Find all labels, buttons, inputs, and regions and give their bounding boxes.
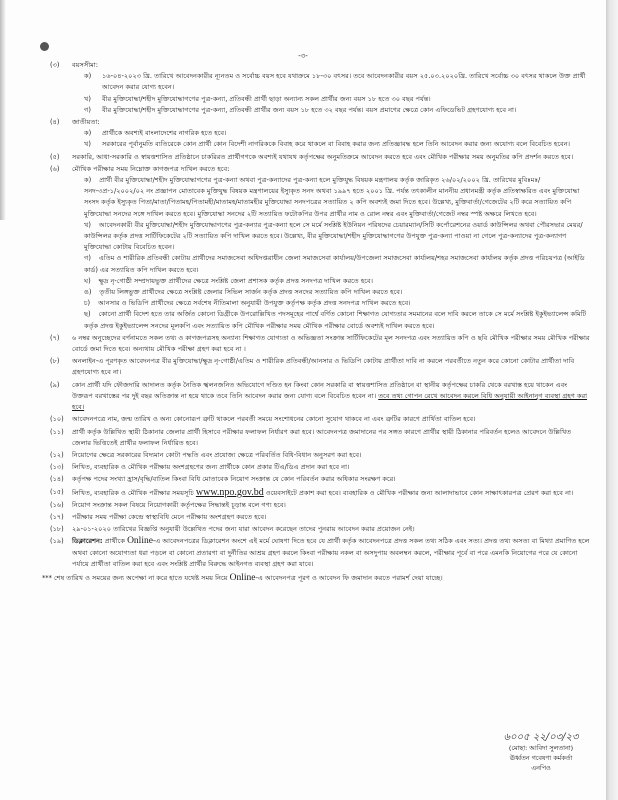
section-text: -এ আবেদনপত্রের ডিক্লারেশন অংশে এই মর্মে ঘোষণা দিতে হবে যে প্রার্থী কর্তৃক আবেদনপত্রে প্রদত্ত সকল তথ্য সঠিক এবং সত্য। প্রদত্ত তথ্য অসত্য বা মিথ্যা প্রমাণিত হলে অথবা কোনো অযোগ্যতা ধরা পড়লে বা কোনো প্রতারণা বা দুর্নীতির আশ্রয় গ্রহণ করলে কিংবা পরীক্ষায় নকল বা অসদুপায় অবলম্বন করলে, পরীক্ষার পূর্বে বা পরে এমনকি নিয়োগের পরে যে কোনো পর্যায়ে প্রার্থীতা বাতিল করা হবে এবং সংশ্লিষ্ট প্রার্থীর বিরুদ্ধে আইনগত ব্যবস্থা গ্রহণ করা যাবে। bbox=[72, 537, 590, 568]
section-title: মৌখিক পরীক্ষার সময় নিম্নোক্ত কাগজপত্র দাখিল করতে হবে: bbox=[72, 164, 230, 173]
item-text: আবেদনকারী বীর মুক্তিযোদ্ধা/শহীদ মুক্তিযোদ্ধাগণের পুত্র-কন্যার পুত্র-কন্যা হলে সে মর্মে সংশ্লিষ্ট ইউনিয়ন পরিষদের চেয়ারম্যান/সিটি কর্পোরেশনের ওয়ার্ড কাউন্সিলর অথবা পৌরসভার মেয়র/কাউন্সিলর কর্তৃক প্রদত্ত সার্টিফিকেটের ২টি সত্যায়িত কপি দাখিল করতে হবে। উল্লেখ্য, বীর মুক্তিযোদ্ধা/শহীদ মুক্তিযোদ্ধাগণের উপযুক্ত পুত্র-কন্যা পাওয়া না গেলে পুত্র-কন্যাদের পুত্র-কন্যাগণ মুক্তিযোদ্ধা কোটায় বিবেচিত হবেন। bbox=[84, 220, 583, 252]
section-number: (৩) bbox=[50, 61, 60, 69]
section-number: (১১) bbox=[50, 427, 64, 436]
footnote-text: শেষ তারিখ ও সময়ের জন্য অপেক্ষা না করে হাতে যথেষ্ট সময় নিয়ে bbox=[54, 573, 228, 582]
section-text: ২৯-০১-২০২০ তারিখের বিজ্ঞপ্তি অনুযায়ী উল্লেখিত পদের জন্য যারা আবেদন করেছেন তাদের পুনরায় আবেদন করার প্রয়োজন নেই। bbox=[72, 525, 415, 534]
item-number: খ) bbox=[84, 94, 91, 103]
section-number: (৬) bbox=[50, 164, 60, 173]
signatory-organization: এনপিও bbox=[531, 764, 551, 772]
item-text: তৃতীয় লিঙ্গভুক্ত প্রার্থীদের ক্ষেত্রে সংশ্লিষ্ট জেলার সিভিল সার্জন কর্তৃক প্রদত্ত সনদের সত্যায়িত কপি দাখিল করতে হবে। bbox=[99, 288, 403, 297]
item-text: সরকারের পূর্বানুমতি ব্যতিরেকে কোন প্রার্থী কোন বিদেশী নাগরিককে বিবাহ করে থাকলে বা বিবাহ করার জন্য প্রতিজ্ঞাবদ্ধ হলে তিনি আবেদন করার জন্য অযোগ্য বলে বিবেচিত হবেন। bbox=[102, 140, 570, 149]
online-word: Online bbox=[229, 572, 256, 583]
item-text: এতিম ও শারীরিক প্রতিবন্ধী কোটায় প্রার্থীদের সমাজসেবা অধিদপ্তরাধীন জেলা সমাজসেবা কার্যালয়/উপজেলা সমাজসেবা কার্যালয়/শহর সমাজসেবা কার্যালয় কর্তৃক প্রদত্ত পরিচয়পত্র (আইডি কার্ড) এর সত্যায়িত কপি দাখিল করতে হবে। bbox=[84, 254, 585, 274]
section-number: (১৫) bbox=[50, 487, 64, 496]
item-text: ক্ষুদ্র নৃ-গোষ্ঠী সম্প্রদায়ভুক্ত প্রার্থীদের ক্ষেত্রে সংশ্লিষ্ট জেলা প্রশাসক কর্তৃক প্রদত্ত সনদপত্র দাখিল করতে হবে। bbox=[98, 276, 373, 285]
section-number: (৭) bbox=[50, 333, 60, 342]
signature-block bbox=[486, 733, 596, 773]
scan-edge bbox=[606, 0, 618, 800]
document-body bbox=[42, 60, 590, 584]
section-text: আবেদনপত্রে নাম, জন্ম তারিখ ও অন্য কোনোরূপ ত্রুটি থাকলে পরবর্তী সময়ে সংশোধনের কোনো সুযোগ থাকবে না এবং ত্রুটির কারণে প্রার্থিতা বাতিল হবে। bbox=[72, 415, 476, 424]
declaration-label: ডিক্লারেশন: bbox=[72, 537, 103, 546]
section-title: বয়সসীমা: bbox=[72, 61, 98, 69]
underlined-warning: তবে তথ্য গোপন রেখে আবেদন করলে বিধি অনুযায়ী আইনানুগ ব্যবস্থা গ্রহণ করা হবে। bbox=[72, 391, 588, 412]
item-text: প্রার্থীকে অবশ্যই বাংলাদেশের নাগরিক হতে হবে। bbox=[102, 129, 227, 138]
list-item bbox=[84, 253, 590, 275]
item-text: বীর মুক্তিযোদ্ধা/শহীদ মুক্তিযোদ্ধাগণের পুত্র-কন্যা, প্রতিবন্ধী প্রার্থী ছাড়া অন্যান্য সকল প্রার্থীর জন্য বয়স ১৮ হতে ৩০ বছর পর্যন্ত। bbox=[102, 94, 431, 103]
section-15 bbox=[50, 487, 590, 499]
section-number: (১৬) bbox=[50, 500, 64, 509]
section-text: ৬ নম্বর অনুচ্ছেদের বর্ণনামতে সকল তথ্য ও কাগজপত্রসহ অন্যান্য শিক্ষাগত যোগ্যতা ও অভিজ্ঞতা সংক্রান্ত সার্টিফিকেটের মূল সনদপত্র এবং সত্যায়িত কপি ও ছবি মৌখিক পরীক্ষার সময় মৌখিক পরীক্ষার বোর্ডে জমা দিতে হবে। অন্যথায় মৌখিক পরীক্ষা গ্রহণ করা হবে না । bbox=[72, 333, 590, 354]
section-text: লিখিত, ব্যবহারিক ও মৌখিক পরীক্ষার সময়সূচি bbox=[72, 488, 194, 497]
list-item bbox=[84, 128, 590, 139]
item-number: ছ) bbox=[84, 310, 91, 319]
section-10 bbox=[50, 414, 590, 425]
section-documents bbox=[50, 164, 590, 332]
section-14 bbox=[50, 474, 590, 485]
section-number: (১৮) bbox=[50, 525, 64, 534]
section-9 bbox=[50, 380, 590, 414]
item-text: ১৬-০৪-২০২৩ খ্রি. তারিখে আবেদনকারীর ন্যূনতম ও সর্বোচ্চ বয়স হবে যথাক্রমে ১৮-৩০ বৎসর। তবে আবেদনকারীর বয়স ২৫.০৩.২০২০খ্রি. তারিখে সর্বোচ্চ ৩০ বৎসর থাকলে উক্ত প্রার্থী আবেদন করার যোগ্য হবেন। bbox=[102, 72, 586, 92]
section-text: প্রার্থী কর্তৃক উল্লিখিত স্থায়ী ঠিকানার জেলার প্রার্থী হিসাবে পরীক্ষার ফলাফল নির্ধারণ করা হবে। আবেদনপত্র জমাদানের পর সঙ্গত কারণে প্রার্থীর স্থায়ী ঠিকানার পরিবর্তন হলেও আবেদনে উল্লিখিত জেলার ভিত্তিতেই প্রার্থীর ফলাফল নির্ধারিত হবে। bbox=[72, 427, 572, 447]
section-text: কোন প্রার্থী যদি ফৌজদারি আদালত কর্তৃক নৈতিক স্খলনজনিত অভিযোগে দণ্ডিত হন কিংবা কোন সরকারি বা স্বায়ত্তশাসিত প্রতিষ্ঠানে বা স্থানীয় কর্তৃপক্ষের চাকরি থেকে বরখাস্ত হয়ে থাকেন এবং উক্তরূপ বরখাস্তের পর দুই বছর অতিক্রান্ত না হয়ে থাকে তবে তিনি আবেদন করার জন্য যোগ্য বলে বিবেচিত হবেন না। bbox=[72, 380, 568, 400]
list-item bbox=[84, 175, 590, 220]
section-7 bbox=[50, 333, 590, 355]
section-11 bbox=[50, 427, 590, 449]
item-number: খ) bbox=[84, 220, 91, 229]
section-number: (৯) bbox=[50, 380, 60, 389]
section-title: জাতীয়তা: bbox=[72, 118, 100, 127]
section-text: ওয়েবসাইটে প্রকাশ করা হবে। ব্যবহারিক ও মৌখিক পরীক্ষার জন্য আলাদাভাবে কোন সাক্ষাৎকারপত্র প্রেরণ করা হবে না। bbox=[265, 488, 574, 497]
item-number: গ) bbox=[84, 254, 91, 263]
section-age-limit bbox=[50, 60, 590, 116]
section-16 bbox=[50, 500, 590, 511]
section-text: অনলাইন-এ পূরণকৃত আবেদনপত্র বীর মুক্তিযোদ্ধা/ক্ষুদ্র নৃ-গোষ্ঠী/এতিম ও শারীরিক প্রতিবন্ধী/আনসার ও ভিডিপি কোটায় প্রার্থীতা দাবি না করলে পরবর্তীতে নতুন করে কোনো কোটার প্রার্থীতা দাবি গ্রহণযোগ্য হবে না। bbox=[72, 357, 575, 377]
item-number: চ) bbox=[84, 299, 91, 308]
section-number: (১৩) bbox=[50, 463, 64, 472]
section-17 bbox=[50, 512, 590, 523]
item-text: কোনো প্রার্থী বিদেশ হতে তার অর্জিত কোনো ডিগ্রীকে উপরোল্লিখিত পদসমূহের পার্শ্বে বর্ণিত কোনো শিক্ষাগত যোগ্যতার সমমানের বলে দাবি করলে তাকে সে মর্মে সংশ্লিষ্ট ইকুইভ্যালেন্স কমিটি কর্তৃক প্রদত্ত ইকুইভ্যালেন্স সনদের মূলকপি এবং সত্যায়িত কপি মৌখিক পরীক্ষার সময় মৌখিক পরীক্ষার বোর্ডে অবশ্যই দাখিল করতে হবে। bbox=[84, 310, 587, 330]
list-item bbox=[84, 276, 590, 287]
item-text: আনসার ও ভিডিপি প্রার্থীদের ক্ষেত্রে সর্বশেষ নীতিমালা অনুযায়ী উপযুক্ত কর্তৃপক্ষ কর্তৃক প্রদত্ত সনদপত্র দাখিল করতে হবে। bbox=[98, 299, 411, 308]
section-number: (১২) bbox=[50, 450, 64, 459]
list-item bbox=[84, 94, 590, 105]
section-text: প্রার্থীকে bbox=[104, 537, 125, 546]
section-number: (১০) bbox=[50, 415, 64, 424]
page-number: -৩- bbox=[298, 52, 308, 60]
section-number: (১৭) bbox=[50, 512, 64, 521]
stars: *** bbox=[42, 573, 52, 582]
list-item bbox=[84, 220, 590, 254]
item-text: বীর মুক্তিযোদ্ধা/শহীদ মুক্তিযোদ্ধাগণের পুত্র-কন্যা, প্রতিবন্ধী প্রার্থীর জন্য বয়স ১৮ হতে ৩২ বছর পর্যন্ত। বয়স প্রমাণের ক্ষেত্রে কোন এফিডেভিট গ্রহণযোগ্য হবে না। bbox=[102, 105, 517, 114]
item-number: খ) bbox=[84, 140, 91, 149]
footnote-text: -এ আবেদনপত্র পূরণ ও আবেদন ফি জমাদান করতে পরামর্শ দেয়া যাচ্ছে। bbox=[255, 573, 443, 582]
item-number: ঙ) bbox=[84, 288, 92, 297]
signatory-designation: ঊর্ধ্বতন গবেষণা কর্মকর্তা bbox=[509, 754, 573, 762]
list-item bbox=[84, 105, 590, 116]
section-text: লিখিত, ব্যবহারিক ও মৌখিক পরীক্ষায় অংশগ্রহণের জন্য প্রার্থীকে কোন প্রকার টিএ/ডিএ প্রদান করা হবে না। bbox=[72, 463, 350, 472]
section-nationality bbox=[50, 117, 590, 151]
section-18 bbox=[50, 524, 590, 535]
section-12 bbox=[50, 450, 590, 461]
section-text: নিয়োগ সংক্রান্ত সকল বিষয়ে নিয়োগকারী কর্তৃপক্ষের সিদ্ধান্তই চূড়ান্ত বলে গণ্য হবে। bbox=[72, 500, 286, 509]
section-declaration bbox=[50, 536, 590, 570]
section-text: পরীক্ষার সময় পরীক্ষা কেন্দ্রে স্বাস্থ্যবিধি মেনে পরীক্ষায় অংশগ্রহণ করতে হবে। bbox=[72, 512, 267, 521]
online-word: Online bbox=[127, 536, 153, 547]
section-number: (৪) bbox=[50, 118, 60, 127]
list-item bbox=[84, 71, 590, 93]
item-number: ক) bbox=[84, 72, 92, 81]
item-number: ক) bbox=[84, 176, 92, 185]
item-number: ঘ) bbox=[84, 276, 91, 285]
section-text: সরকারি, আধা-সরকারি ও স্বায়ত্তশাসিত প্রতিষ্ঠানে চাকরিরত প্রার্থীগণকে অবশ্যই যথাযথ কর্তৃপক্ষের অনুমতিক্রমে আবেদন করতে হবে এবং মৌখিক পরীক্ষার সময় অনুমতির কপি প্রদর্শন করতে হবে। bbox=[72, 152, 574, 161]
list-item bbox=[84, 139, 590, 150]
footnote bbox=[42, 573, 590, 584]
section-8 bbox=[50, 356, 590, 378]
section-number: (৮) bbox=[50, 357, 60, 366]
section-number: (৫) bbox=[50, 152, 60, 161]
item-text: প্রার্থী বীর মুক্তিযোদ্ধা/শহীদ মুক্তিযোদ্ধাগণের পুত্র-কন্যা অথবা পুত্র-কন্যাদের পুত্র-কন্যা হলে মুক্তিযুদ্ধ বিষয়ক মন্ত্রণালয় কর্তৃক জারিকৃত ২৬/০২/২০০২ খ্রি. তারিখের মুবিঃমঃ/সনদ-৩প্র-১/২০০২/০২ নং প্রজ্ঞাপন মোতাবেক মুক্তিযুদ্ধ বিষয়ক মন্ত্রণালয়ের ইস্যুকৃত সনদ অথবা ১৯৯৭ হতে ২০০১ খ্রি. পর্যন্ত তৎকালীন মাননীয় প্রধানমন্ত্রী কর্তৃক প্রতিস্বাক্ষরিত এবং মুক্তিযোদ্ধা সংসদ কর্তৃক ইস্যুকৃত পিতা/মাতা/পিতামহ/পিতামহী/মাতামহ/মাতামহীর মুক্তিযোদ্ধা সনদপত্রের সত্যায়িত ২ কপি অবশ্যই জমা দিতে হবে। উল্লেখ্য, মুক্তিবার্তা/গেজেটের ২টি করে সত্যায়িত কপি মুক্তিযোদ্ধা সনদের সঙ্গে দাখিল করতে হবে। মুক্তিযোদ্ধা সনদের ২টি সত্যায়িত ফটোকপির উপর প্রার্থীর নাম ও রোল নম্বর এবং মুক্তিবার্তা/গেজেট নম্বর স্পষ্ট অক্ষরে লিখতে হবে। bbox=[84, 176, 580, 218]
section-text: কর্তৃপক্ষ পদের সংখ্যা হ্রাস/বৃদ্ধি/বাতিল কিংবা বিধি মোতাবেক নিয়োগ সংক্রান্ত যে কোন পরিবর্তন করার অধিকার সংরক্ষণ করে। bbox=[72, 475, 396, 484]
section-13 bbox=[50, 462, 590, 473]
item-number: ক) bbox=[84, 129, 92, 138]
website-link[interactable]: www.npo.gov.bd bbox=[195, 486, 264, 498]
list-item bbox=[84, 287, 590, 298]
signatory-name: (মোছা: আবিদা সুলতানা) bbox=[508, 744, 574, 752]
section-number: (১৪) bbox=[50, 475, 64, 484]
section-5 bbox=[50, 152, 590, 163]
scan-shadow bbox=[0, 0, 6, 220]
section-number: (১৯) bbox=[50, 537, 64, 546]
item-number: গ) bbox=[84, 105, 91, 114]
list-item bbox=[84, 309, 590, 331]
section-text: নিয়োগের ক্ষেত্রে সরকারের বিদ্যমান কোটা পদ্ধতি এবং প্রযোজ্য ক্ষেত্রে পরিবর্তিত বিধি-বিধান অনুসরণ করা হবে। bbox=[72, 450, 362, 459]
list-item bbox=[84, 298, 590, 309]
handwritten-signature: ৬০০৫ ২২/০৩/২৩ bbox=[503, 732, 579, 743]
